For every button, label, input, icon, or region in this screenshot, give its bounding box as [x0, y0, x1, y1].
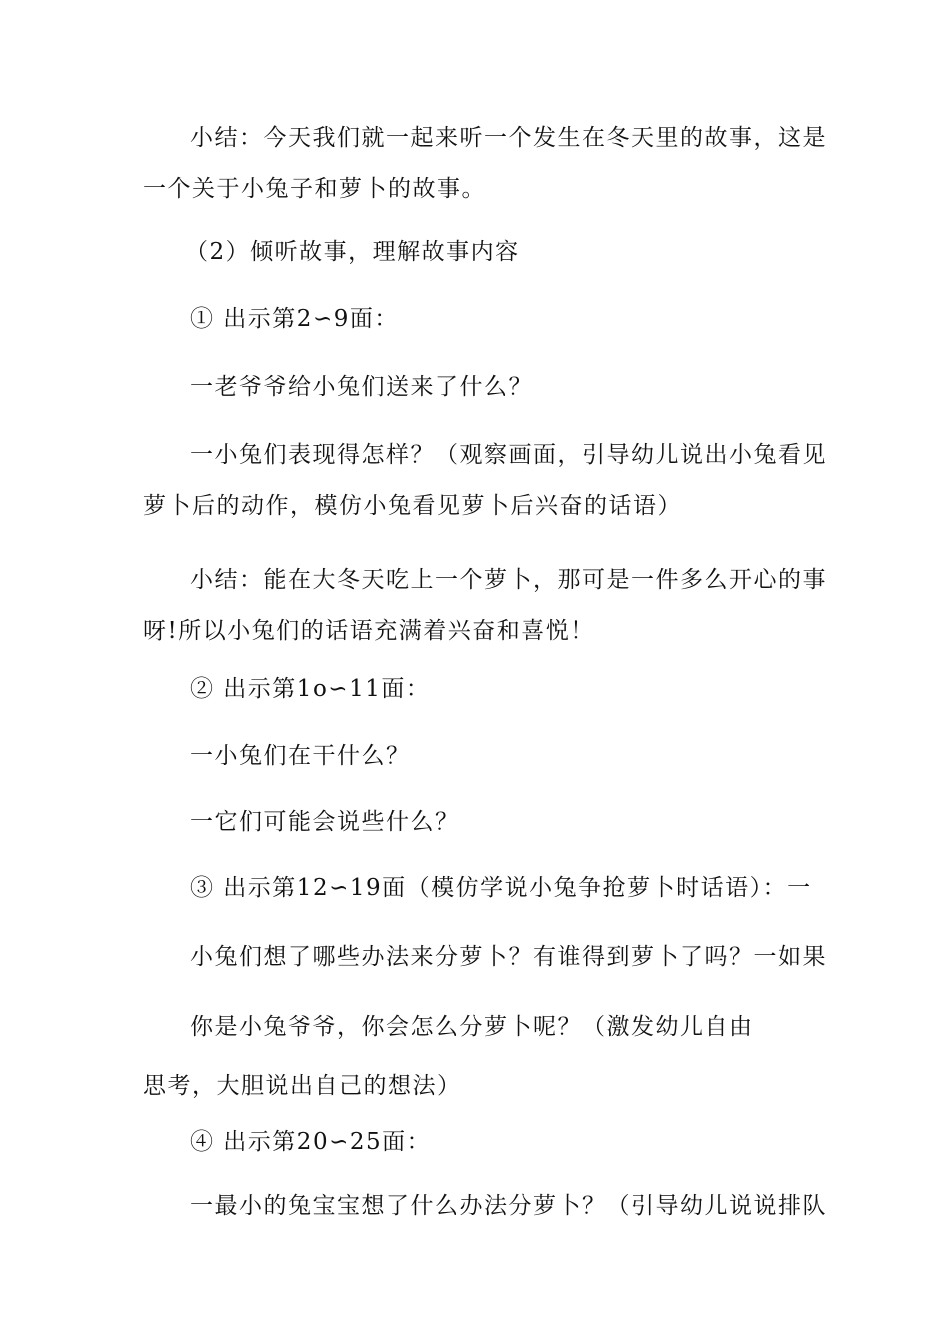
text-line: 小结：能在大冬天吃上一个萝卜，那可是一件多么开心的事	[190, 567, 827, 593]
text-line: 一小兔们在干什么？	[190, 743, 411, 769]
text-line: 一老爷爷给小兔们送来了什么？	[190, 374, 533, 400]
text-line: 一小兔们表现得怎样？（观察画面，引导幼儿说出小兔看见	[190, 442, 827, 468]
text-line: 一个关于小兔子和萝卜的故事。	[143, 176, 486, 202]
text-line: （2）倾听故事，理解故事内容	[185, 239, 520, 265]
text-line: ① 出示第2∽9面：	[190, 306, 399, 332]
text-line: 一最小的兔宝宝想了什么办法分萝卜？（引导幼儿说说排队	[190, 1193, 827, 1219]
text-line: 小结：今天我们就一起来听一个发生在冬天里的故事，这是	[190, 125, 827, 151]
text-line: ④ 出示第20∽25面：	[190, 1129, 432, 1155]
text-line: 你是小兔爷爷，你会怎么分萝卜呢？（激发幼儿自由	[190, 1014, 754, 1040]
text-line: 一它们可能会说些什么？	[190, 809, 460, 835]
text-line: ② 出示第1o∽11面：	[190, 676, 431, 702]
text-line: 思考，大胆说出自己的想法）	[143, 1073, 462, 1099]
text-line: 小兔们想了哪些办法来分萝卜？有谁得到萝卜了吗？一如果	[190, 944, 827, 970]
text-line: 萝卜后的动作，模仿小兔看见萝卜后兴奋的话语）	[143, 493, 682, 519]
text-line: 呀!所以小兔们的话语充满着兴奋和喜悦！	[143, 618, 595, 644]
text-line: ③ 出示第12∽19面（模仿学说小兔争抢萝卜时话语）：一	[190, 875, 812, 901]
